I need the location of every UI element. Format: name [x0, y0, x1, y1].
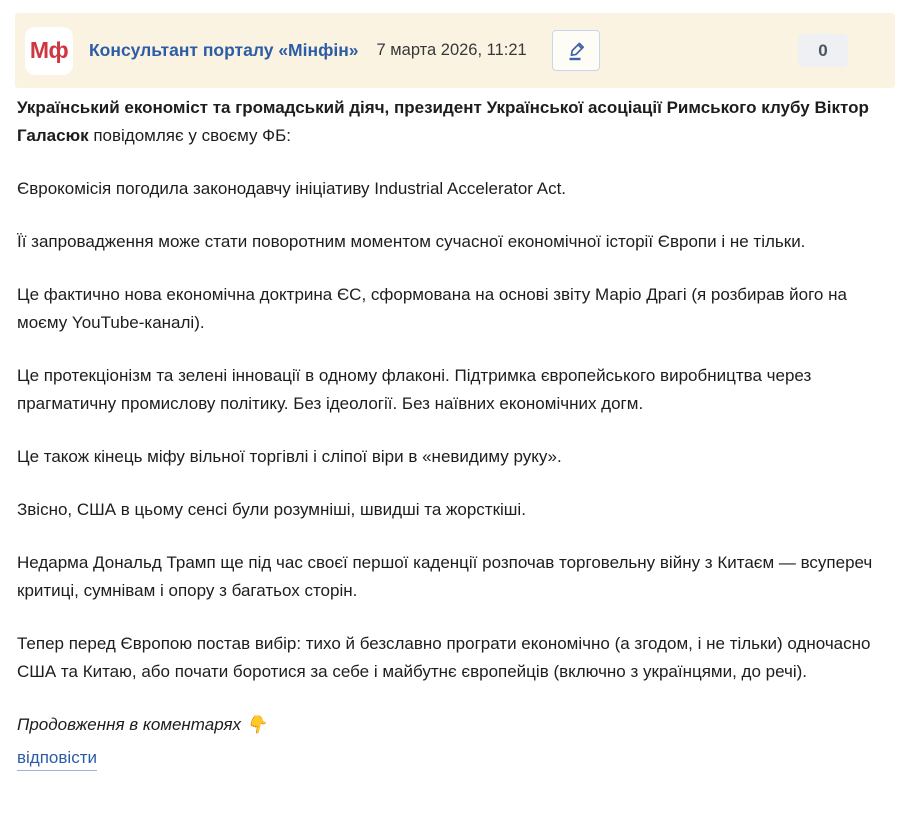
- reply-link[interactable]: відповісти: [17, 747, 97, 771]
- post-paragraph: Це також кінець міфу вільної торгівлі і сліпої віри в «невидиму руку».: [17, 447, 562, 466]
- post-paragraph: Це протекціонізм та зелені інновації в одному флаконі. Підтримка європейського виробництва через прагматичну промислову політику. Без ідеології. Без наївних економічних догм.: [17, 366, 812, 413]
- comment-header: [15, 13, 895, 88]
- minfin-logo-text: Мф: [29, 37, 69, 63]
- pencil-icon: [563, 38, 589, 64]
- edit-button[interactable]: [552, 30, 600, 71]
- post-paragraphs: [17, 175, 893, 686]
- post-footnote-italic: Продовження в коментарях 👇: [17, 715, 267, 734]
- minfin-logo[interactable]: [25, 27, 73, 75]
- post-paragraph: Недарма Дональд Трамп ще під час своєї першої каденції розпочав торговельну війну з Китаєм — всупереч критиці, сумнівам і опору з багатьох сторін.: [17, 553, 873, 600]
- author-link[interactable]: Консультант порталу «Мінфін»: [89, 40, 359, 60]
- post-lead-rest: повідомляє у своєму ФБ:: [88, 126, 291, 145]
- post-paragraph: Єврокомісія погодила законодавчу ініціативу Industrial Accelerator Act.: [17, 179, 567, 198]
- post-paragraph: Звісно, США в цьому сенсі були розумніші, швидші та жорсткіші.: [17, 500, 526, 519]
- post-paragraph: Тепер перед Європою постав вибір: тихо й безславно програти економічно (а згодом, і не тільки) одночасно США та Китаю, або почати боротися за себе і майбутнє європейців (включно з українцями, до речі).: [17, 634, 871, 681]
- comment-date: 7 марта 2026, 11:21: [376, 41, 527, 59]
- comment-count-badge: 0: [798, 34, 848, 67]
- post-body: [15, 94, 895, 771]
- post-lead-paragraph: [17, 94, 893, 150]
- post-paragraph: Це фактично нова економічна доктрина ЄС, сформована на основі звіту Маріо Драгі (я розбирав його на моєму YouTube-каналі).: [17, 285, 847, 332]
- post-lead-bold: Український економіст та громадський діяч, президент Української асоціації Римського клубу Віктор Галасюк: [17, 98, 869, 145]
- post-paragraph: Її запровадження може стати поворотним моментом сучасної економічної історії Європи і не тільки.: [17, 232, 806, 251]
